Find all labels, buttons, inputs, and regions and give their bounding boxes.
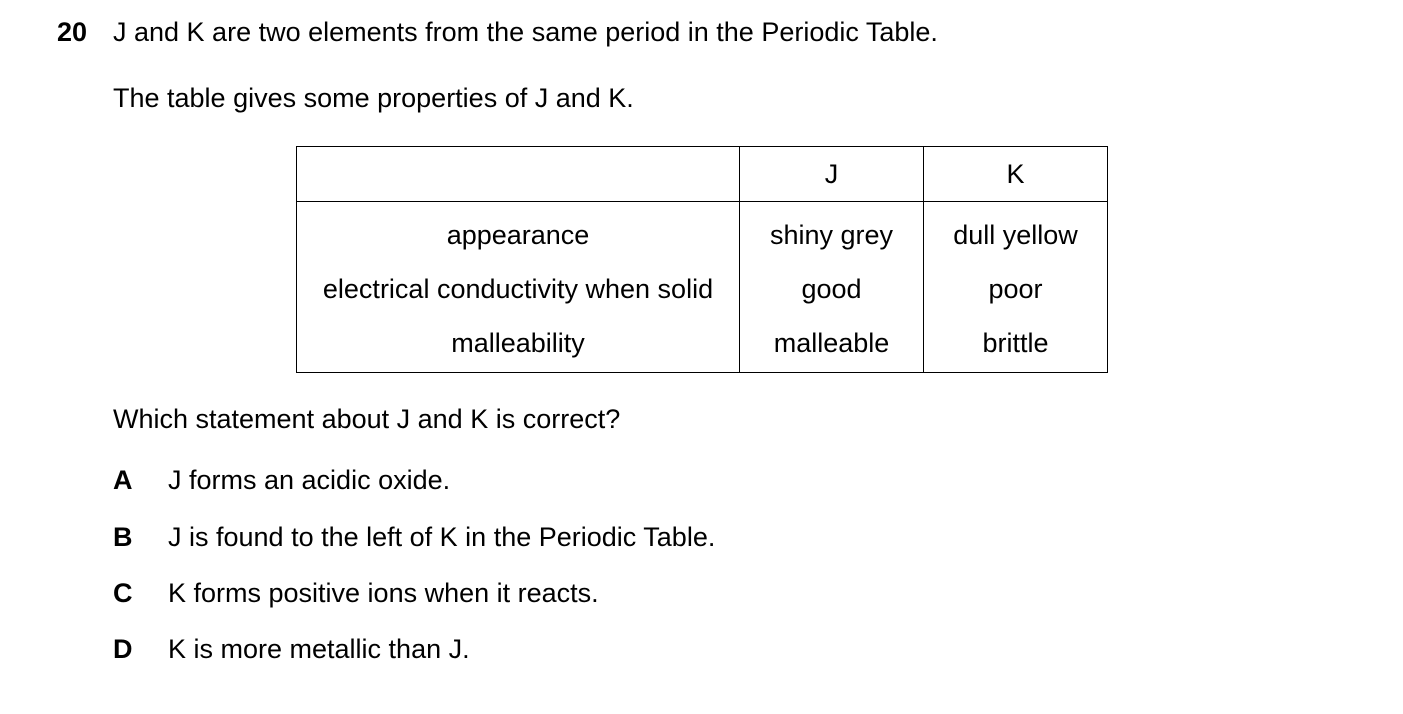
- k-value: dull yellow: [924, 202, 1108, 263]
- option-a[interactable]: [113, 462, 450, 498]
- option-letter: A: [113, 465, 133, 495]
- option-d[interactable]: [113, 631, 470, 667]
- question-prompt: Which statement about J and K is correct?: [113, 404, 621, 434]
- j-value: good: [740, 262, 924, 316]
- table-intro: The table gives some properties of J and K.: [113, 83, 634, 113]
- option-letter: D: [113, 634, 133, 664]
- k-value: brittle: [924, 316, 1108, 373]
- table-row: [297, 316, 1108, 373]
- table-row: [297, 202, 1108, 263]
- option-text: J is found to the left of K in the Periodic Table.: [168, 522, 716, 552]
- option-letter: B: [113, 522, 133, 552]
- property-label: appearance: [297, 202, 740, 263]
- option-text: K forms positive ions when it reacts.: [168, 578, 599, 608]
- header-cell-property: [297, 147, 740, 202]
- table-row: [297, 262, 1108, 316]
- option-c[interactable]: [113, 575, 599, 611]
- table-header-row: [297, 147, 1108, 202]
- option-letter: C: [113, 578, 133, 608]
- k-value: poor: [924, 262, 1108, 316]
- j-value: shiny grey: [740, 202, 924, 263]
- property-label: electrical conductivity when solid: [297, 262, 740, 316]
- properties-table: [296, 146, 1108, 373]
- option-text: J forms an acidic oxide.: [168, 465, 451, 495]
- question-stem: J and K are two elements from the same period in the Periodic Table.: [113, 17, 938, 47]
- option-b[interactable]: [113, 519, 715, 555]
- j-value: malleable: [740, 316, 924, 373]
- header-cell-k: K: [924, 147, 1108, 202]
- question-number: 20: [57, 17, 88, 47]
- option-text: K is more metallic than J.: [168, 634, 470, 664]
- property-label: malleability: [297, 316, 740, 373]
- header-cell-j: J: [740, 147, 924, 202]
